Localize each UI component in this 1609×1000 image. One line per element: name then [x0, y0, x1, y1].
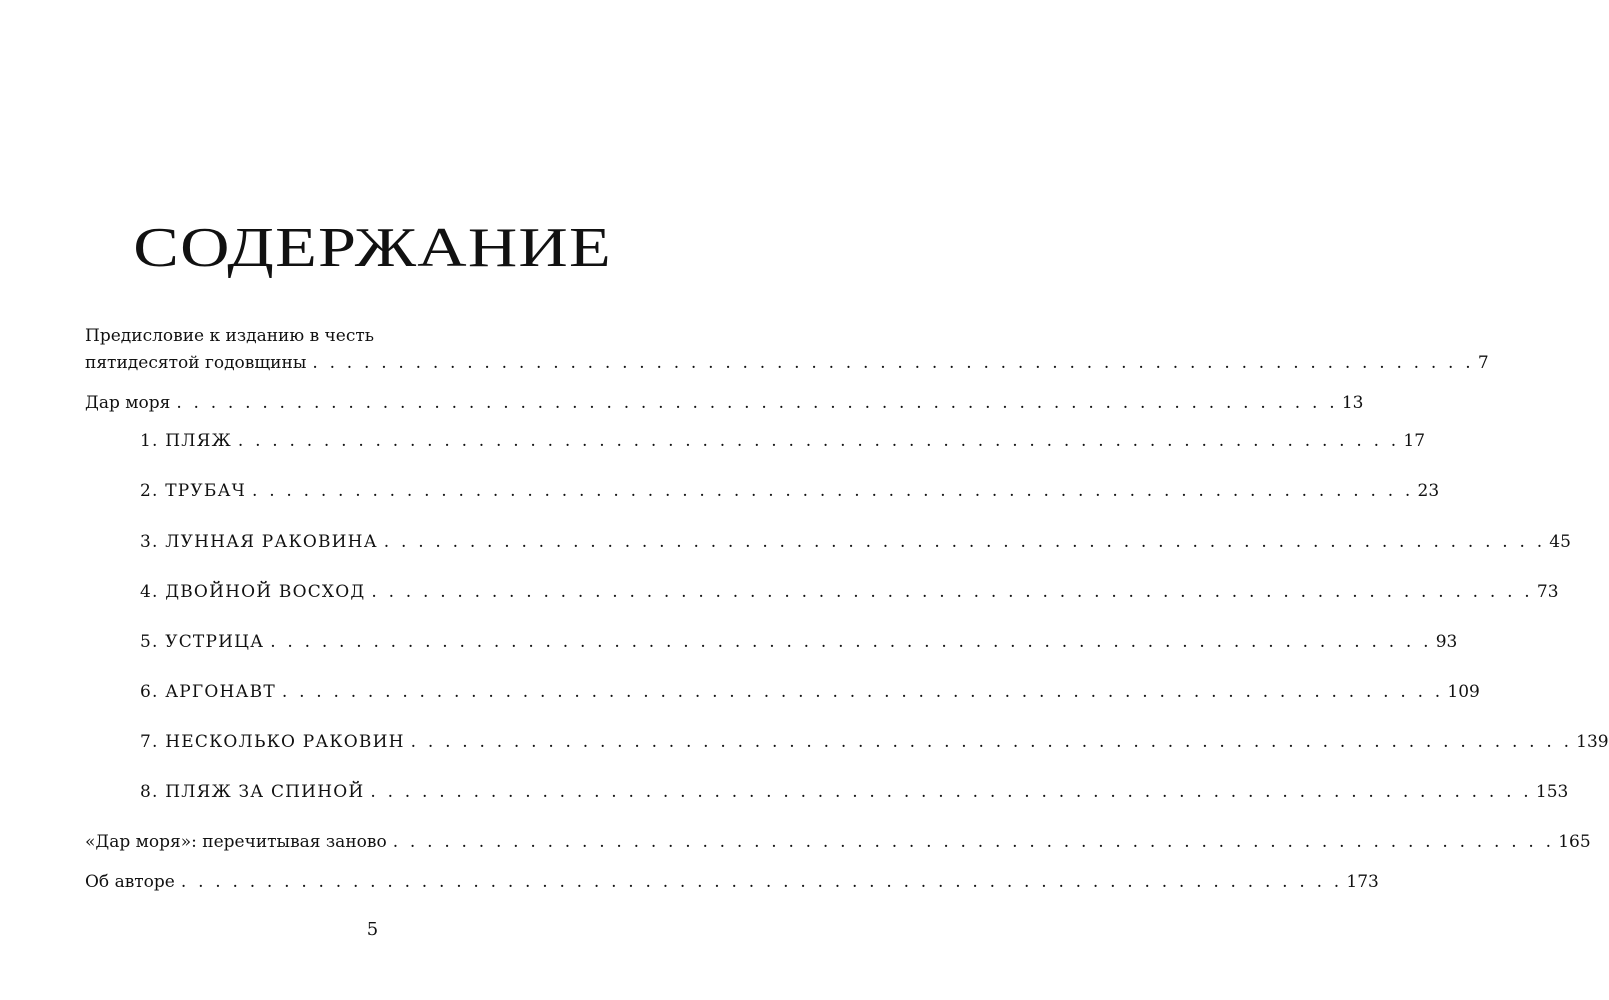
toc-page-number: 165 — [1558, 832, 1591, 852]
toc-chapter-label: 2. ТРУБАЧ — [140, 481, 246, 501]
toc-leader-dots: . . . . . . . . . . . . . . . . . . . . . . . . . . . . . . . . . . . . . . . . . . . . . . . . . . . . . . . . . . . . . . . . . . . . — [410, 732, 1573, 752]
toc-leader-dots: . . . . . . . . . . . . . . . . . . . . . . . . . . . . . . . . . . . . . . . . . . . . . . . . . . . . . . . . . . . . . . . . . . . . — [176, 393, 1338, 413]
toc-leader-dots: . . . . . . . . . . . . . . . . . . . . . . . . . . . . . . . . . . . . . . . . . . . . . . . . . . . . . . . . . . . . . . . . . . . . — [392, 832, 1555, 852]
toc-leader-dots: . . . . . . . . . . . . . . . . . . . . . . . . . . . . . . . . . . . . . . . . . . . . . . . . . . . . . . . . . . . . . . . . . . . . — [252, 481, 1414, 501]
toc-leader-dots: . . . . . . . . . . . . . . . . . . . . . . . . . . . . . . . . . . . . . . . . . . . . . . . . . . . . . . . . . . . . . . . . . . . . — [383, 532, 1546, 552]
toc-leader-dots: . . . . . . . . . . . . . . . . . . . . . . . . . . . . . . . . . . . . . . . . . . . . . . . . . . . . . . . . . . . . . . . . . . . . — [270, 632, 1432, 652]
toc-main-entry[interactable] — [85, 390, 1364, 416]
toc-preface-line1 — [85, 323, 662, 349]
toc-leader-dots: . . . . . . . . . . . . . . . . . . . . . . . . . . . . . . . . . . . . . . . . . . . . . . . . . . . . . . . . . . . . . . . . . . . . — [371, 582, 1533, 602]
toc-chapter-label: 8. ПЛЯЖ ЗА СПИНОЙ — [140, 782, 365, 802]
toc-afterword-entry[interactable] — [85, 829, 1591, 855]
toc-page-number: 73 — [1536, 582, 1559, 602]
toc-leader-dots: . . . . . . . . . . . . . . . . . . . . . . . . . . . . . . . . . . . . . . . . . . . . . . . . . . . . . . . . . . . . . . . . . . . . — [281, 682, 1444, 702]
toc-about-label: Об авторе — [85, 872, 175, 892]
toc-page-number: 23 — [1417, 481, 1440, 501]
toc-chapter-7[interactable] — [140, 729, 1609, 755]
toc-chapter-label: 6. АРГОНАВТ — [140, 682, 276, 702]
toc-chapter-label: 4. ДВОЙНОЙ ВОСХОД — [140, 582, 366, 602]
toc-page-number: 139 — [1576, 732, 1609, 752]
toc-main-label: Дар моря — [85, 393, 171, 413]
toc-chapter-label: 3. ЛУННАЯ РАКОВИНА — [140, 532, 378, 552]
toc-page-number: 13 — [1341, 393, 1364, 413]
toc-afterword-label: «Дар моря»: перечитывая заново — [85, 832, 387, 852]
toc-page-number: 173 — [1346, 872, 1379, 892]
page-number: 5 — [366, 919, 379, 940]
toc-chapter-4[interactable] — [140, 579, 1559, 605]
toc-leader-dots: . . . . . . . . . . . . . . . . . . . . . . . . . . . . . . . . . . . . . . . . . . . . . . . . . . . . . . . . . . . . . . . . . . . . — [237, 431, 1400, 451]
toc-chapter-8[interactable] — [140, 779, 1569, 805]
toc-page-number: 7 — [1477, 353, 1489, 373]
page-title: СОДЕРЖАНИЕ — [133, 217, 612, 279]
toc-preface-label-line2: пятидесятой годовщины — [85, 353, 307, 373]
toc-page-number: 93 — [1435, 632, 1458, 652]
toc-leader-dots: . . . . . . . . . . . . . . . . . . . . . . . . . . . . . . . . . . . . . . . . . . . . . . . . . . . . . . . . . . . . . . . . . . . . — [180, 872, 1343, 892]
toc-page-number: 153 — [1535, 782, 1569, 802]
toc-preface-entry[interactable] — [85, 350, 1489, 376]
toc-about-entry[interactable] — [85, 869, 1379, 895]
toc-chapter-5[interactable] — [140, 629, 1458, 655]
toc-chapter-label: 5. УСТРИЦА — [140, 632, 265, 652]
toc-page-number: 17 — [1403, 431, 1426, 451]
toc-chapter-6[interactable] — [140, 679, 1480, 705]
toc-chapter-1[interactable] — [140, 428, 1426, 454]
toc-page-number: 45 — [1549, 532, 1571, 552]
toc-leader-dots: . . . . . . . . . . . . . . . . . . . . . . . . . . . . . . . . . . . . . . . . . . . . . . . . . . . . . . . . . . . . . . . . . . . . — [370, 782, 1532, 802]
toc-preface-label-line1: Предисловие к изданию в честь — [85, 326, 375, 346]
toc-chapter-2[interactable] — [140, 478, 1440, 504]
toc-chapter-label: 7. НЕСКОЛЬКО РАКОВИН — [140, 732, 405, 752]
toc-page-number: 109 — [1447, 682, 1480, 702]
toc-chapter-label: 1. ПЛЯЖ — [140, 431, 232, 451]
toc-leader-dots: . . . . . . . . . . . . . . . . . . . . . . . . . . . . . . . . . . . . . . . . . . . . . . . . . . . . . . . . . . . . . . . . . . . . — [312, 353, 1474, 373]
toc-chapter-3[interactable] — [140, 529, 1571, 555]
